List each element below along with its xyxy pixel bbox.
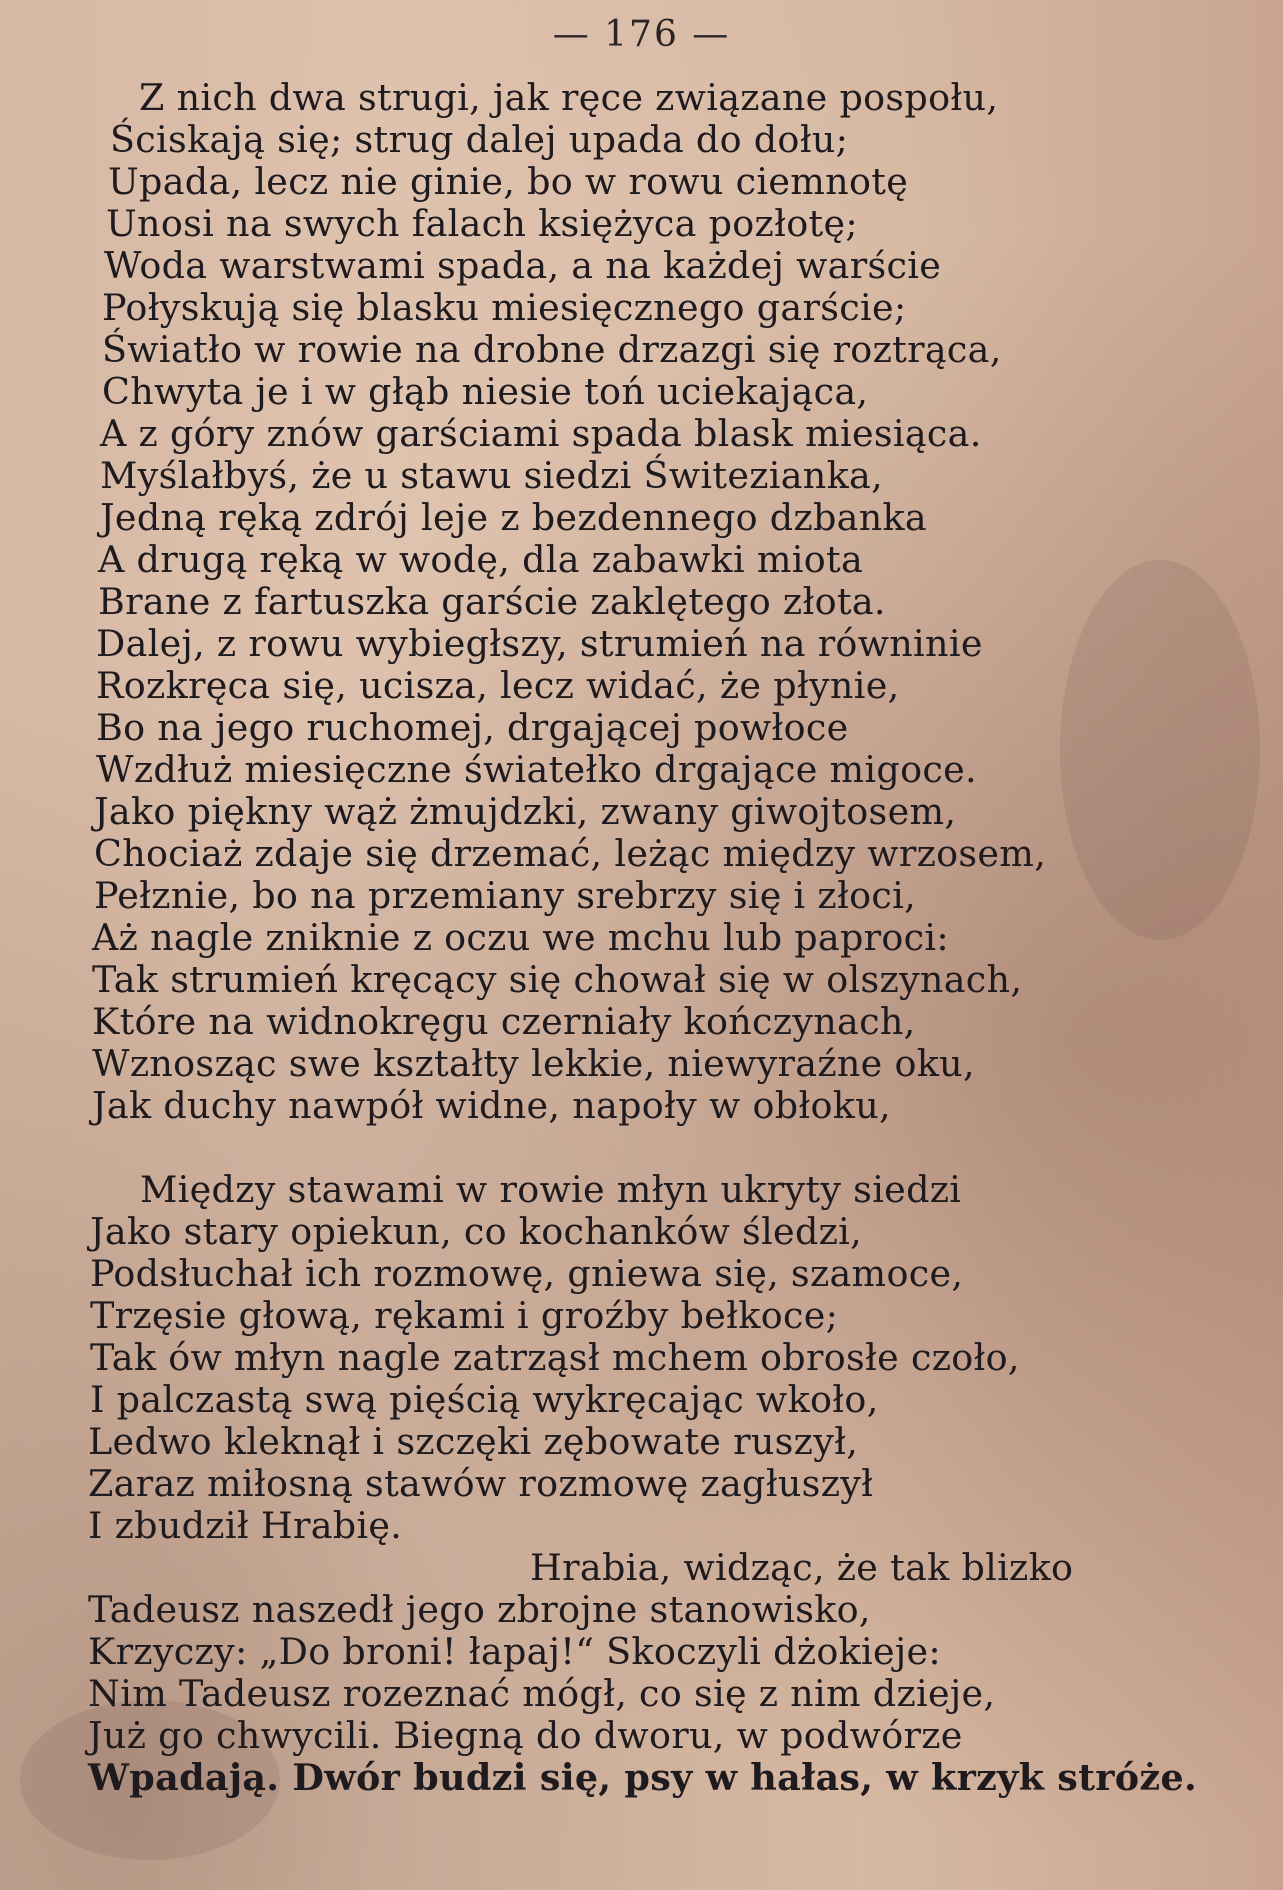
poem-line: Tak strumień kręcący się chował się w olszynach, xyxy=(92,958,1023,1001)
poem-line: Jako stary opiekun, co kochanków śledzi, xyxy=(90,1210,863,1253)
poem-line: I zbudził Hrabię. xyxy=(88,1504,403,1547)
poem-line: A z góry znów garściami spada blask miesiąca. xyxy=(100,412,982,455)
poem-line: Bo na jego ruchomej, drgającej powłoce xyxy=(96,706,849,749)
poem-line: Podsłuchał ich rozmowę, gniewa się, szamoce, xyxy=(90,1252,964,1295)
poem-line: Brane z fartuszka garście zaklętego złota. xyxy=(98,580,886,623)
poem-line: Chwyta je i w głąb niesie toń uciekająca, xyxy=(102,370,869,413)
poem-line: Aż nagle zniknie z oczu we mchu lub paproci: xyxy=(92,916,949,959)
poem-line: Światło w rowie na drobne drzazgi się roztrąca, xyxy=(102,328,1002,371)
poem-line: I palczastą swą pięścią wykręcając wkoło, xyxy=(90,1378,879,1421)
poem-line: Rozkręca się, ucisza, lecz widać, że płynie, xyxy=(96,664,900,707)
poem-line: Zaraz miłosną stawów rozmowę zagłuszył xyxy=(88,1462,874,1505)
poem-line: Dalej, z rowu wybiegłszy, strumień na równinie xyxy=(96,622,983,665)
poem-line: Nim Tadeusz rozeznać mógł, co się z nim dzieje, xyxy=(88,1672,996,1715)
page-number: — 176 — xyxy=(552,14,731,55)
poem-line: Hrabia, widząc, że tak blizko xyxy=(530,1546,1074,1589)
poem-line: Połyskują się blasku miesięcznego garście; xyxy=(102,286,907,329)
poem-line: Z nich dwa strugi, jak ręce związane pospołu, xyxy=(139,76,999,119)
poem-line: Unosi na swych falach księżyca pozłotę; xyxy=(106,202,858,245)
poem-line: Krzyczy: „Do broni! łapaj!“ Skoczyli dżokieje: xyxy=(88,1630,942,1673)
poem-line: Pełznie, bo na przemiany srebrzy się i złoci, xyxy=(94,874,916,917)
poem-line: Wzdłuż miesięczne światełko drgające migoce. xyxy=(96,748,977,791)
poem-line: A drugą ręką w wodę, dla zabawki miota xyxy=(98,538,864,581)
poem-line: Ledwo kleknął i szczęki zębowate ruszył, xyxy=(88,1420,859,1463)
poem-line: Tadeusz naszedł jego zbrojne stanowisko, xyxy=(88,1588,871,1631)
poem-line: Wznosząc swe kształty lekkie, niewyraźne oku, xyxy=(92,1042,975,1085)
poem-line: Jedną ręką zdrój leje z bezdennego dzbanka xyxy=(100,496,927,539)
poem-line: Woda warstwami spada, a na każdej warście xyxy=(104,244,942,287)
poem-line: Już go chwycili. Biegną do dworu, w podwórze xyxy=(88,1714,963,1757)
poem-line: Chociaż zdaje się drzemać, leżąc między wrzosem, xyxy=(94,832,1047,875)
poem-line: Między stawami w rowie młyn ukryty siedzi xyxy=(140,1168,962,1211)
poem-line: Wpadają. Dwór budzi się, psy w hałas, w krzyk stróże. xyxy=(88,1756,1197,1799)
poem-line: Upada, lecz nie ginie, bo w rowu ciemnotę xyxy=(108,160,909,203)
poem-line: Jak duchy nawpół widne, napoły w obłoku, xyxy=(92,1084,891,1127)
poem-line: Tak ów młyn nagle zatrząsł mchem obrosłe czoło, xyxy=(90,1336,1020,1379)
poem-line: Jako piękny wąż żmujdzki, zwany giwojtosem, xyxy=(94,790,957,833)
poem-line: Które na widnokręgu czerniały kończynach, xyxy=(92,1000,916,1043)
poem-line: Ściskają się; strug dalej upada do dołu; xyxy=(110,118,849,161)
poem-line: Trzęsie głową, rękami i groźby bełkoce; xyxy=(90,1294,839,1337)
page-stain xyxy=(1060,560,1260,940)
poem-line: Myślałbyś, że u stawu siedzi Świtezianka, xyxy=(100,454,883,497)
